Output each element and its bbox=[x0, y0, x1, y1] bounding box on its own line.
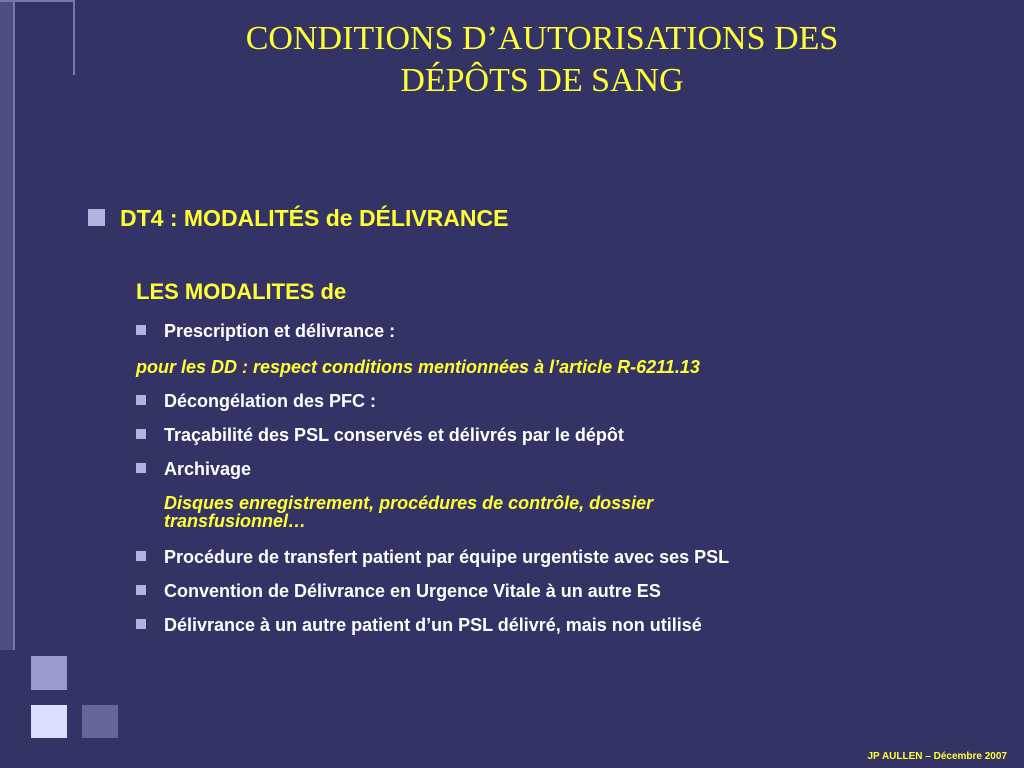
square-bullet-icon bbox=[136, 585, 146, 595]
list-item bbox=[136, 547, 729, 568]
list-item-text: Délivrance à un autre patient d’un PSL délivré, mais non utilisé bbox=[164, 615, 702, 635]
note-archivage bbox=[164, 494, 653, 530]
square-bullet-icon bbox=[136, 395, 146, 405]
note-archivage-line-2: transfusionnel… bbox=[164, 511, 307, 531]
square-bullet-icon bbox=[136, 619, 146, 629]
note-archivage-line-1: Disques enregistrement, procédures de contrôle, dossier bbox=[164, 493, 654, 513]
list-item bbox=[136, 615, 702, 636]
decorative-frame-left bbox=[0, 0, 15, 650]
section-heading-text: DT4 : MODALITÉS de DÉLIVRANCE bbox=[120, 205, 509, 231]
decorative-frame-top bbox=[0, 0, 75, 2]
section-heading bbox=[88, 205, 508, 232]
decorative-square-2 bbox=[31, 705, 67, 738]
decorative-square-3 bbox=[82, 705, 118, 738]
list-item-text: Procédure de transfert patient par équipe urgentiste avec ses PSL bbox=[164, 547, 730, 567]
slide-title-line-2: DÉPÔTS DE SANG bbox=[400, 62, 684, 99]
list-item-text: Traçabilité des PSL conservés et délivrés par le dépôt bbox=[164, 425, 624, 445]
list-item-text: Convention de Délivrance en Urgence Vitale à un autre ES bbox=[164, 581, 661, 601]
slide-title-line-1: CONDITIONS D’AUTORISATIONS DES bbox=[245, 20, 839, 57]
slide-title bbox=[100, 18, 984, 102]
decorative-square-1 bbox=[31, 656, 67, 690]
square-bullet-icon bbox=[88, 209, 105, 226]
list-item-text: Décongélation des PFC : bbox=[164, 391, 377, 411]
square-bullet-icon bbox=[136, 325, 146, 335]
note-prescription: pour les DD : respect conditions mentionnées à l’article R-6211.13 bbox=[136, 357, 700, 377]
decorative-frame-top-vertical bbox=[73, 0, 75, 75]
list-item bbox=[136, 321, 395, 342]
list-item bbox=[136, 581, 661, 602]
list-item-text: Prescription et délivrance : bbox=[164, 321, 396, 341]
list-item-text: Archivage bbox=[164, 459, 252, 479]
list-item bbox=[136, 391, 376, 412]
square-bullet-icon bbox=[136, 463, 146, 473]
footer-credit: JP AULLEN – Décembre 2007 bbox=[867, 751, 1007, 762]
square-bullet-icon bbox=[136, 551, 146, 561]
list-item bbox=[136, 425, 624, 446]
subheading: LES MODALITES de bbox=[136, 279, 347, 304]
list-item bbox=[136, 459, 251, 480]
square-bullet-icon bbox=[136, 429, 146, 439]
